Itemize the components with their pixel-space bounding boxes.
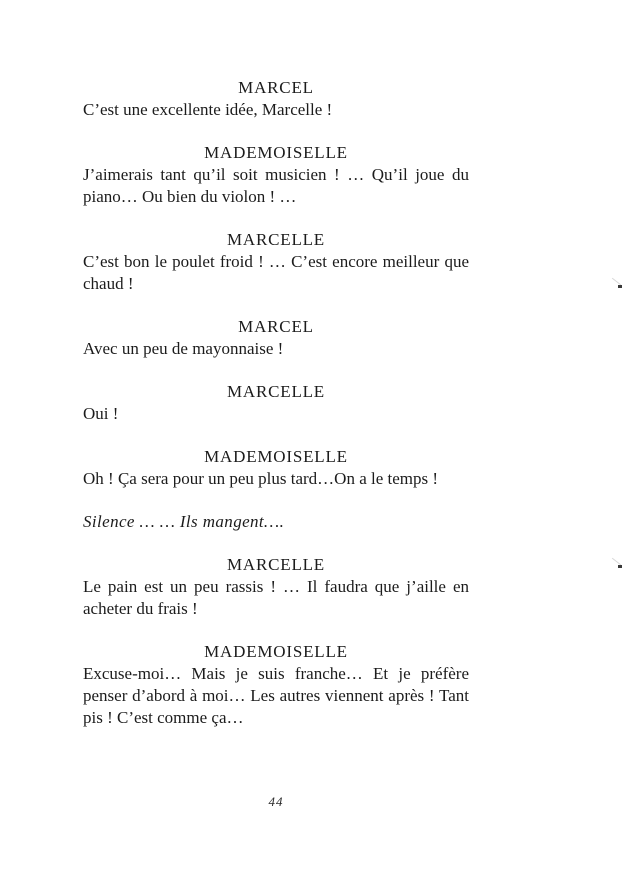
speaker-name: MADEMOISELLE [204,143,348,162]
dialogue-text: Excuse-moi… Mais je suis franche… Et je préfère penser d’abord à moi… Les autres viennent après ! Tant pis ! C’est comme ça… [83,664,469,727]
speech-block [83,77,469,121]
speech-block [83,554,469,620]
script-content [83,77,469,750]
dialogue-text: Avec un peu de mayonnaise ! [83,339,284,358]
dialogue-text: Oh ! Ça sera pour un peu plus tard…On a le temps ! [83,469,439,488]
speaker-name: MARCEL [238,78,314,97]
speech-block [83,142,469,208]
speech-block [83,641,469,729]
speaker-name: MARCELLE [226,555,325,574]
dialogue-text: Le pain est un peu rassis ! … Il faudra que j’aille en acheter du frais ! [83,577,469,618]
speech-block [83,316,469,360]
speech-block [83,229,469,295]
stage-direction: Silence … … Ils mangent…. [83,512,285,531]
speaker-name: MADEMOISELLE [204,447,348,466]
dialogue-text: Oui ! [83,404,119,423]
dialogue-text: J’aimerais tant qu’il soit musicien ! … Qu’il joue du piano… Ou bien du violon ! … [83,165,469,206]
speech-block [83,381,469,425]
speaker-name: MARCEL [238,317,314,336]
speaker-name: MADEMOISELLE [204,642,348,661]
dialogue-text: C’est bon le poulet froid ! … C’est encore meilleur que chaud ! [83,252,469,293]
speaker-name: MARCELLE [226,382,325,401]
speaker-name: MARCELLE [226,230,325,249]
speech-block [83,446,469,490]
page-number: 44 [268,794,284,809]
dialogue-text: C’est une excellente idée, Marcelle ! [83,100,333,119]
